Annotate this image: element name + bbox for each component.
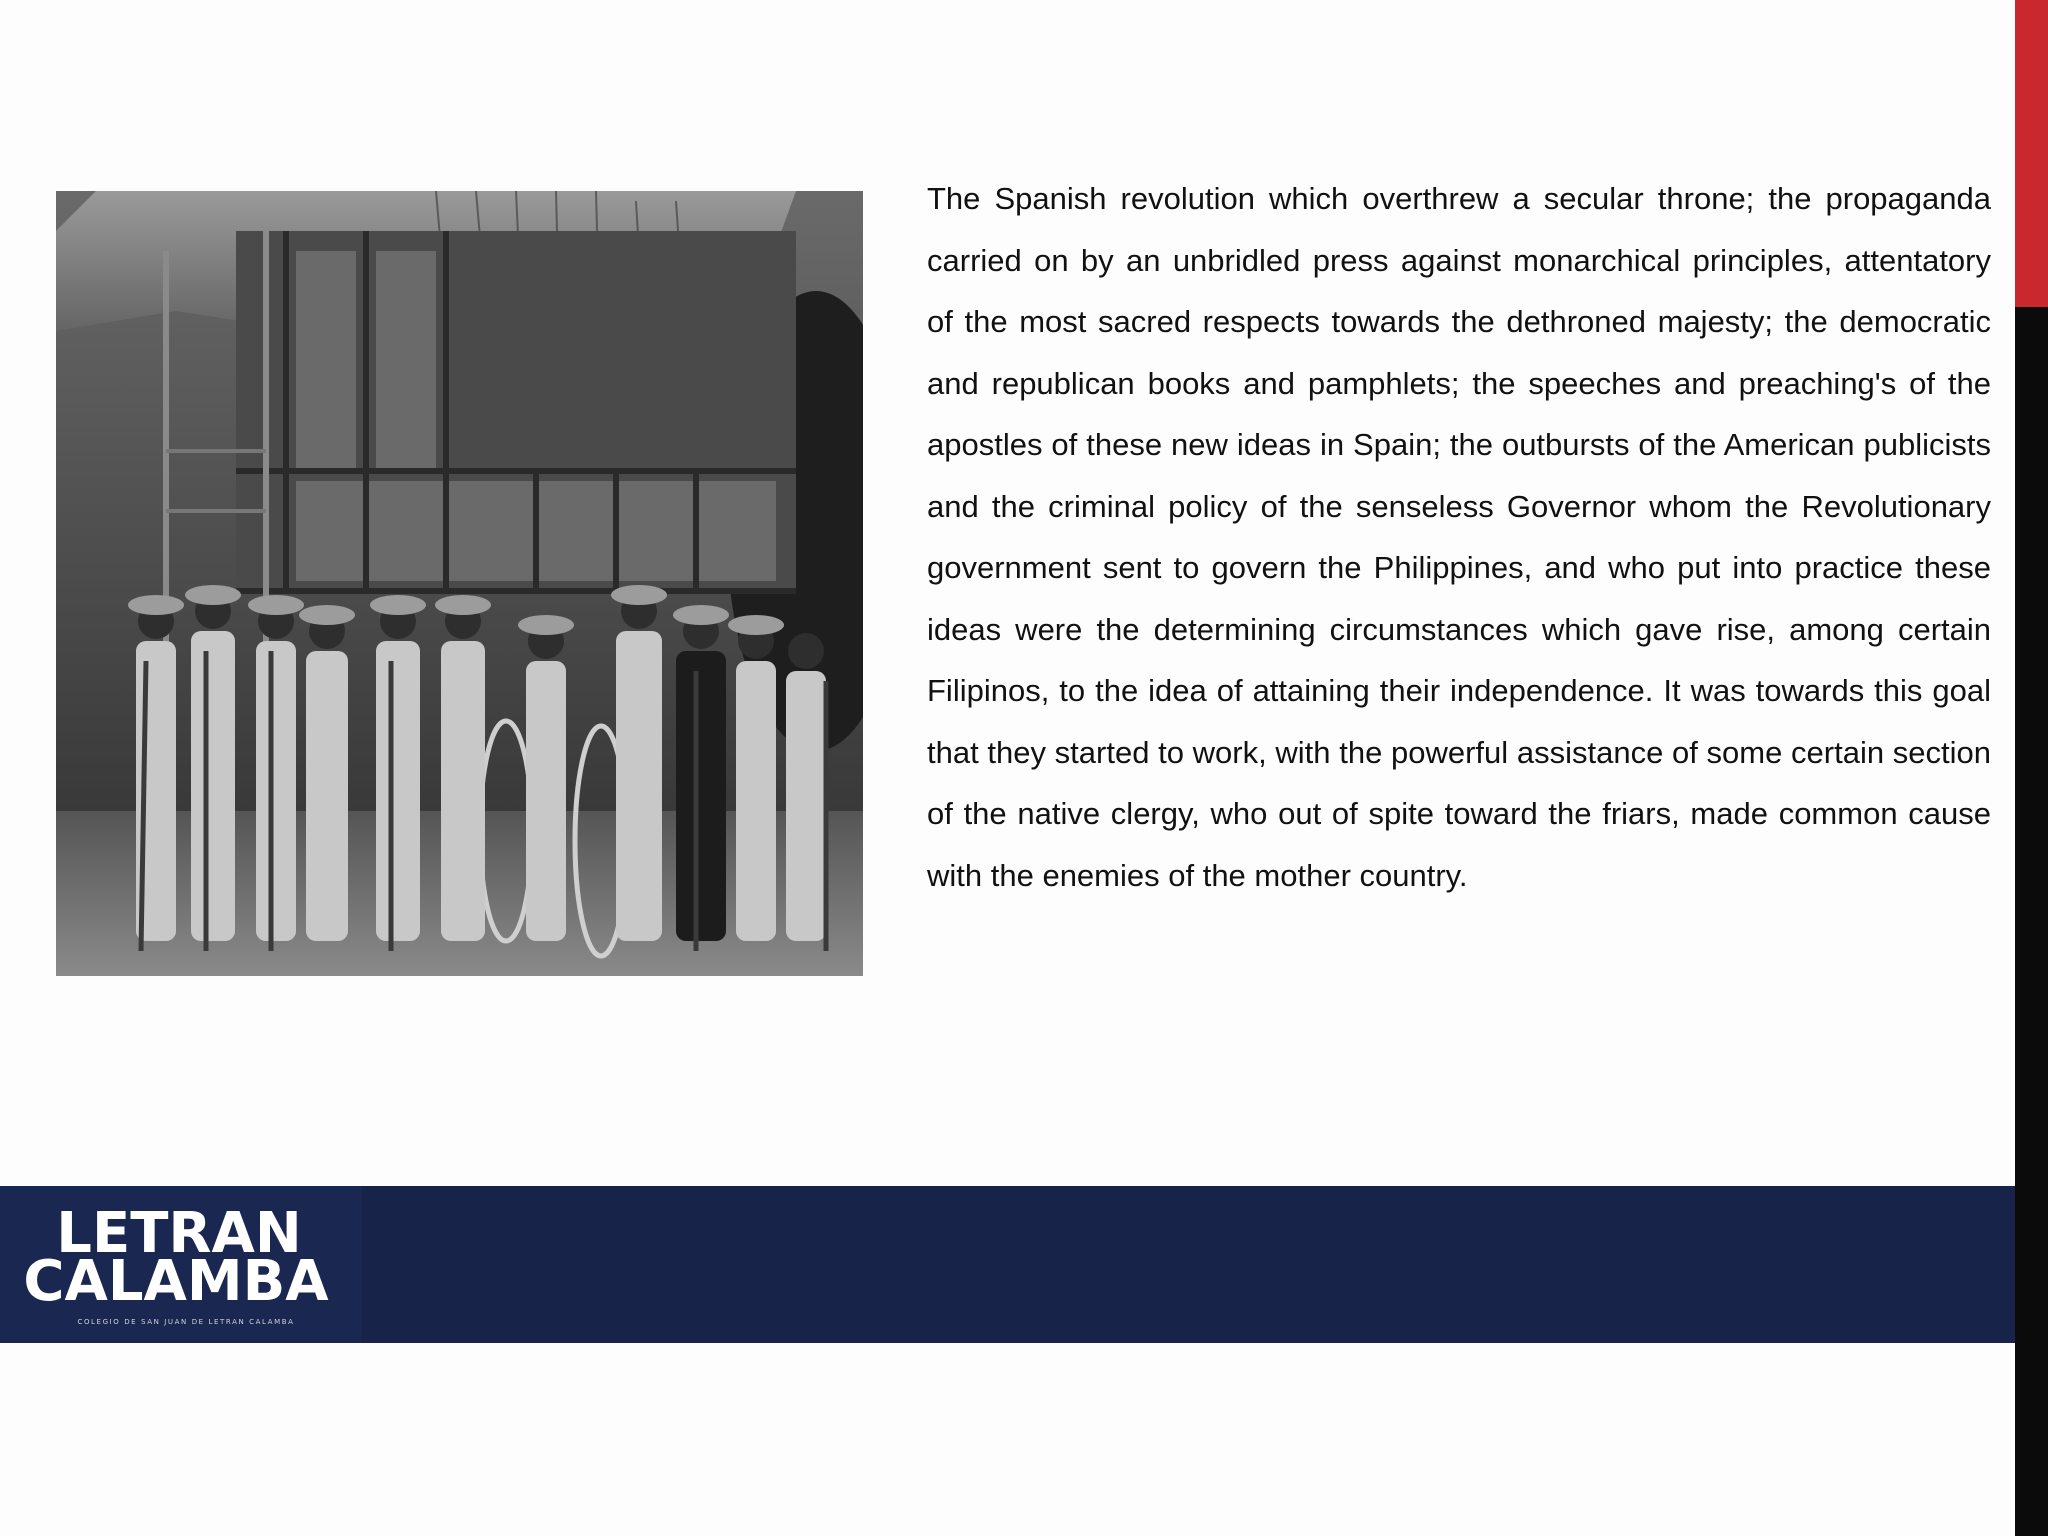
logo-graphic (0, 1186, 362, 1343)
letran-calamba-logo (0, 1186, 362, 1343)
photo-illustration (56, 191, 863, 976)
logo-line2: CALAMBA (23, 1249, 329, 1314)
logo-line1: LETRAN (56, 1201, 302, 1266)
historical-photo (56, 191, 863, 976)
right-side-bar-accent (2015, 0, 2048, 307)
body-paragraph: The Spanish revolution which overthrew a secular throne; the propaganda carried on by an unbridled press against monarchical principles, attentatory of the most sacred respects towards the dethroned majesty; the democratic and republican books and pamphlets; the speeches and preaching's of the apostles of these new ideas in Spain; the outbursts of the American publicists and the criminal policy of the senseless Governor whom the Revolutionary government sent to govern the Philippines, and who put into practice these ideas were the determining circumstances which gave rise, among certain Filipinos, to the idea of attaining their independence. It was towards this goal that they started to work, with the powerful assistance of some certain section of the native clergy, who out of spite toward the friars, made common cause with the enemies of the mother country. (927, 181, 1991, 893)
logo-tagline: COLEGIO DE SAN JUAN DE LETRAN CALAMBA (77, 1318, 295, 1326)
